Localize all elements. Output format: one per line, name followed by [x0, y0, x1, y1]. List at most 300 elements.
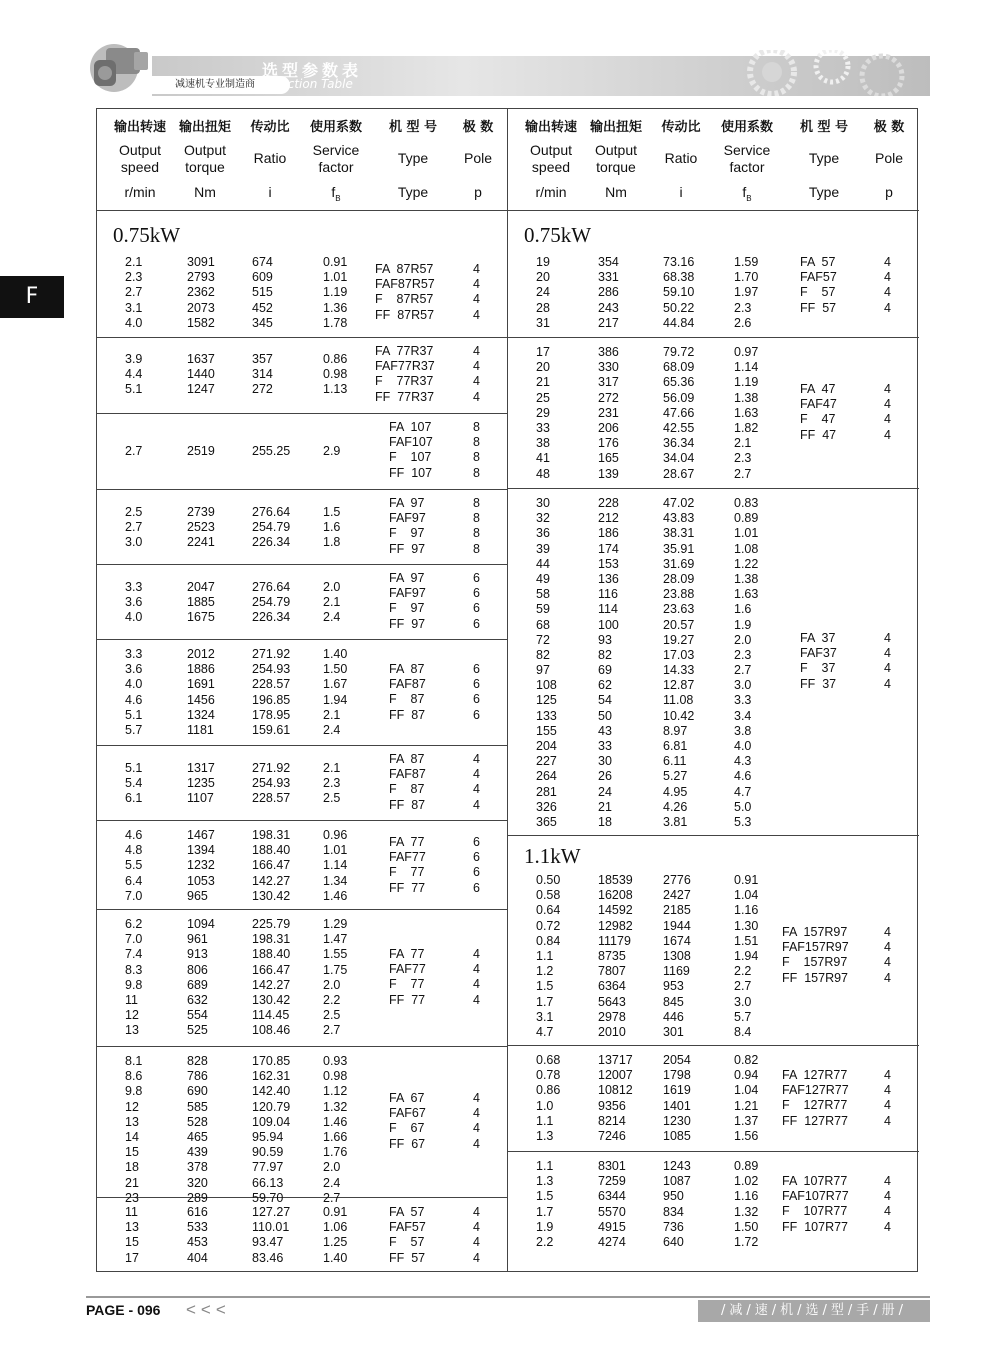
pole-count: 4	[884, 970, 891, 985]
header-symbol-text: f	[331, 184, 336, 200]
ratio: 1230	[663, 1113, 691, 1128]
type-model: FF 57	[389, 1250, 426, 1265]
output-torque: 320	[187, 1175, 208, 1190]
type-row	[97, 962, 508, 977]
ratio: 254.79	[252, 595, 291, 610]
table-row	[508, 1025, 919, 1040]
service-factor: 1.02	[734, 1174, 759, 1189]
output-speed: 5.4	[125, 776, 143, 791]
pole-count: 4	[473, 1235, 480, 1250]
header-symbol	[331, 184, 340, 203]
type-row	[508, 677, 919, 692]
output-speed: 4.8	[125, 843, 143, 858]
type-model: FAF47	[800, 397, 837, 412]
pole-count: 4	[473, 307, 480, 322]
output-speed: 17	[536, 345, 550, 359]
type-model: FA 77	[389, 947, 425, 961]
table-row	[508, 602, 919, 617]
service-factor: 1.76	[323, 1145, 348, 1160]
ratio: 1308	[663, 948, 691, 963]
output-torque: 33	[598, 739, 612, 753]
pole-count: 6	[473, 835, 480, 849]
pole-count: 8	[473, 465, 480, 480]
table-row	[508, 709, 919, 724]
output-speed: 31	[536, 315, 550, 330]
service-factor: 1.6	[734, 602, 752, 617]
model-block	[97, 821, 508, 910]
output-speed: 21	[536, 375, 550, 390]
ratio: 188.40	[252, 947, 291, 962]
type-model: FAF87	[389, 767, 426, 782]
ratio: 36.34	[663, 436, 695, 451]
output-torque: 139	[598, 466, 619, 481]
ratio: 73.16	[663, 255, 695, 269]
header-en-line2: torque	[596, 159, 636, 175]
output-torque: 50	[598, 708, 612, 723]
service-factor: 1.50	[734, 1219, 759, 1234]
ratio: 198.31	[252, 828, 291, 842]
output-torque: 7259	[598, 1174, 626, 1189]
pole-count: 6	[473, 850, 480, 865]
ratio: 68.09	[663, 360, 695, 375]
output-torque: 13717	[598, 1053, 633, 1067]
back-arrows[interactable]: <<<	[186, 1300, 231, 1319]
ratio: 276.64	[252, 580, 291, 594]
ratio: 130.42	[252, 888, 291, 903]
header-symbol	[742, 184, 751, 203]
table-row	[508, 360, 919, 375]
output-torque: 12982	[598, 918, 633, 933]
output-speed: 12	[125, 1008, 139, 1023]
output-torque: 16208	[598, 888, 633, 903]
type-list	[508, 382, 919, 443]
ratio: 228.57	[252, 791, 291, 806]
output-speed: 30	[536, 496, 550, 510]
output-speed: 1.1	[536, 948, 554, 963]
output-torque: 961	[187, 932, 208, 947]
column-header-pole	[438, 109, 518, 209]
table-body-right	[508, 211, 919, 1252]
model-block	[508, 836, 919, 1046]
pole-count: 6	[473, 677, 480, 692]
service-factor: 1.06	[323, 1220, 348, 1235]
output-torque: 533	[187, 1220, 208, 1235]
ratio: 271.92	[252, 761, 291, 775]
output-speed: 108	[536, 678, 557, 693]
service-factor: 5.7	[734, 1009, 752, 1024]
service-factor: 1.19	[734, 375, 759, 390]
output-speed: 4.4	[125, 367, 143, 382]
header-en-line1: Output	[118, 142, 162, 158]
type-model: F 77	[389, 865, 425, 880]
type-model: FAF97	[389, 586, 426, 601]
section-tab-f[interactable]: F	[0, 276, 64, 318]
service-factor: 3.0	[734, 994, 752, 1009]
header-cn: 机 型 号	[799, 120, 849, 135]
service-factor: 0.91	[323, 1205, 348, 1219]
pole-count: 4	[884, 1113, 891, 1128]
type-row	[97, 374, 508, 389]
type-row	[508, 1098, 919, 1113]
service-factor: 1.04	[734, 888, 759, 903]
output-speed: 3.0	[125, 535, 143, 550]
service-factor: 2.4	[323, 610, 341, 625]
pole-count: 4	[473, 797, 480, 812]
service-factor: 1.14	[323, 858, 348, 873]
output-speed: 1.3	[536, 1174, 554, 1189]
service-factor: 1.25	[323, 1235, 348, 1250]
pole-count: 4	[884, 397, 891, 412]
service-factor: 2.0	[734, 632, 752, 647]
output-torque: 786	[187, 1069, 208, 1084]
output-speed: 8.1	[125, 1054, 143, 1068]
pole-count: 4	[884, 1083, 891, 1098]
type-row	[97, 1251, 508, 1266]
pole-count: 6	[473, 601, 480, 616]
output-speed: 7.0	[125, 888, 143, 903]
type-model: FAF77	[389, 962, 426, 977]
pole-count: 4	[473, 962, 480, 977]
service-factor: 1.01	[323, 843, 348, 858]
output-torque: 8214	[598, 1113, 626, 1128]
service-factor: 1.40	[323, 1250, 348, 1265]
model-block	[508, 1152, 919, 1252]
ratio: 1798	[663, 1068, 691, 1083]
ratio: 609	[252, 270, 273, 285]
service-factor: 1.29	[323, 917, 348, 931]
output-torque: 21	[598, 799, 612, 814]
type-row	[508, 1114, 919, 1129]
output-speed: 21	[125, 1175, 139, 1190]
type-row	[97, 692, 508, 707]
service-factor: 2.2	[323, 992, 341, 1007]
header-cn: 使用系数	[309, 120, 363, 135]
header-symbol-text: f	[742, 184, 747, 200]
header-symbol-text: Nm	[605, 184, 627, 200]
footer-rule	[86, 1296, 930, 1298]
output-torque: 528	[187, 1114, 208, 1129]
pole-count: 4	[884, 1189, 891, 1204]
output-speed: 15	[125, 1235, 139, 1250]
header-en	[595, 142, 637, 176]
type-list	[508, 925, 919, 986]
ratio: 50.22	[663, 300, 695, 315]
service-factor: 2.7	[734, 979, 752, 994]
output-speed: 1.2	[536, 964, 554, 979]
table-row	[508, 1053, 919, 1068]
service-factor: 1.94	[323, 692, 348, 707]
service-factor: 1.38	[734, 571, 759, 586]
type-row	[508, 1220, 919, 1235]
power-heading: 1.1kW	[524, 844, 581, 868]
type-model: F 67	[389, 1121, 425, 1136]
output-torque: 6344	[598, 1189, 626, 1204]
pole-count: 4	[884, 412, 891, 427]
type-list	[508, 255, 919, 316]
pole-count: 4	[884, 955, 891, 970]
type-list	[97, 344, 508, 405]
table-row	[508, 724, 919, 739]
type-model: F 87R57	[375, 292, 434, 307]
model-block	[97, 640, 508, 746]
type-model: FA 37	[800, 631, 836, 645]
type-model: FAF37	[800, 646, 837, 661]
pole-count: 8	[473, 526, 480, 541]
output-torque: 12007	[598, 1068, 633, 1083]
ratio: 28.67	[663, 466, 695, 481]
ratio: 68.38	[663, 270, 695, 285]
type-model: FA 77R37	[375, 344, 434, 358]
pole-count: 4	[884, 382, 891, 396]
type-row	[97, 496, 508, 511]
output-speed: 59	[536, 602, 550, 617]
ratio: 130.42	[252, 992, 291, 1007]
output-torque: 331	[598, 270, 619, 285]
pole-count: 4	[884, 1068, 891, 1082]
type-row	[508, 397, 919, 412]
column-header-pole	[849, 109, 929, 209]
type-row	[508, 955, 919, 970]
table-row	[508, 800, 919, 815]
pole-count: 8	[473, 420, 480, 434]
pole-count: 4	[473, 947, 480, 961]
output-speed: 44	[536, 556, 550, 571]
table-row	[508, 572, 919, 587]
type-row	[508, 382, 919, 397]
type-model: FA 97	[389, 571, 425, 585]
output-speed: 0.78	[536, 1068, 561, 1083]
output-torque: 231	[598, 405, 619, 420]
ratio: 23.88	[663, 587, 695, 602]
type-row	[508, 301, 919, 316]
service-factor: 2.4	[323, 1175, 341, 1190]
header-symbol	[885, 184, 893, 200]
output-torque: 386	[598, 345, 619, 359]
service-factor: 2.1	[734, 436, 752, 451]
ratio: 170.85	[252, 1054, 291, 1068]
pole-count: 4	[473, 1106, 480, 1121]
service-factor: 2.5	[323, 791, 341, 806]
type-model: FA 87	[389, 662, 425, 676]
pole-count: 8	[473, 511, 480, 526]
output-speed: 5.5	[125, 858, 143, 873]
type-row	[97, 450, 508, 465]
pole-count: 4	[473, 344, 480, 358]
header-symbol-text: Type	[808, 184, 840, 200]
type-row	[97, 526, 508, 541]
output-speed: 24	[536, 285, 550, 300]
table-row	[508, 316, 919, 331]
output-speed: 23	[125, 1190, 139, 1205]
output-torque: 289	[187, 1190, 208, 1205]
output-speed: 2.2	[536, 1234, 554, 1249]
ratio: 28.09	[663, 571, 695, 586]
pole-count: 6	[473, 586, 480, 601]
pole-count: 4	[473, 359, 480, 374]
output-speed: 7.4	[125, 947, 143, 962]
type-row	[97, 1235, 508, 1250]
ratio: 42.55	[663, 420, 695, 435]
table-row	[508, 467, 919, 482]
header-symbol-text: Type	[397, 184, 429, 200]
model-block	[97, 910, 508, 1047]
output-torque: 2793	[187, 270, 215, 285]
service-factor: 0.91	[323, 255, 348, 269]
ratio: 95.94	[252, 1129, 284, 1144]
output-torque: 1181	[187, 722, 214, 737]
type-model: F 97	[389, 526, 425, 541]
output-torque: 1691	[187, 677, 215, 692]
ratio: 226.34	[252, 535, 291, 550]
table-row	[508, 496, 919, 511]
type-model: FF 37	[800, 676, 837, 691]
output-speed: 6.1	[125, 791, 143, 806]
type-row	[97, 677, 508, 692]
output-speed: 82	[536, 647, 550, 662]
service-factor: 5.3	[734, 814, 752, 829]
service-factor: 2.9	[323, 444, 341, 458]
type-row	[97, 571, 508, 586]
output-torque: 69	[598, 663, 612, 678]
service-factor: 1.63	[734, 587, 759, 602]
output-speed: 11	[125, 1205, 138, 1219]
service-factor: 2.5	[323, 1008, 341, 1023]
output-speed: 48	[536, 466, 550, 481]
pole-count: 4	[884, 1098, 891, 1113]
header-en	[809, 150, 839, 167]
ratio: 4.26	[663, 799, 688, 814]
output-speed: 4.6	[125, 692, 143, 707]
column-header-service	[707, 109, 787, 209]
output-torque: 1582	[187, 315, 215, 330]
ratio: 2054	[663, 1053, 691, 1067]
service-factor: 0.82	[734, 1053, 759, 1067]
service-factor: 1.94	[734, 948, 759, 963]
output-speed: 0.68	[536, 1053, 561, 1067]
service-factor: 2.7	[734, 663, 752, 678]
output-speed: 5.1	[125, 707, 143, 722]
header-symbol-sub: B	[746, 193, 752, 203]
service-factor: 1.38	[734, 390, 759, 405]
type-row	[508, 925, 919, 940]
pole-count: 6	[473, 692, 480, 707]
ratio: 6.11	[663, 754, 687, 769]
brand-tab: 减速机专业制造商	[140, 76, 290, 94]
output-speed: 5.1	[125, 761, 143, 775]
type-model: F 77	[389, 977, 425, 992]
table-left	[97, 109, 508, 1273]
table-row	[508, 739, 919, 754]
service-factor: 1.30	[734, 918, 759, 933]
output-speed: 5.1	[125, 382, 143, 397]
ratio: 446	[663, 1009, 684, 1024]
type-row	[97, 835, 508, 850]
service-factor: 1.47	[323, 932, 348, 947]
header-symbol	[605, 184, 627, 200]
output-speed: 5.7	[125, 722, 143, 737]
service-factor: 2.0	[323, 580, 341, 594]
model-block	[508, 489, 919, 836]
model-block	[97, 1047, 508, 1205]
output-torque: 1235	[187, 776, 215, 791]
type-model: FAF57	[389, 1220, 426, 1235]
ratio: 166.47	[252, 858, 291, 873]
table-row	[508, 873, 919, 888]
output-torque: 2012	[187, 647, 215, 661]
ratio: 1085	[663, 1128, 691, 1143]
output-speed: 6.4	[125, 873, 143, 888]
service-factor: 3.4	[734, 708, 752, 723]
output-speed: 0.86	[536, 1083, 561, 1098]
type-list	[508, 631, 919, 692]
type-row	[97, 586, 508, 601]
ratio: 23.63	[663, 602, 695, 617]
ratio: 79.72	[663, 345, 695, 359]
type-model: FAF157R97	[782, 940, 849, 955]
output-speed: 365	[536, 814, 557, 829]
model-block	[508, 338, 919, 489]
output-speed: 2.5	[125, 505, 143, 519]
type-model: FAF67	[389, 1106, 426, 1121]
ratio: 108.46	[252, 1023, 291, 1038]
table-row	[97, 1176, 508, 1191]
model-block	[97, 338, 508, 414]
pole-count: 4	[884, 1204, 891, 1219]
output-torque: 2978	[598, 1009, 626, 1024]
service-factor: 2.4	[323, 722, 341, 737]
pole-count: 4	[473, 277, 480, 292]
type-row	[97, 277, 508, 292]
type-model: F 87	[389, 782, 425, 797]
service-factor: 1.63	[734, 405, 759, 420]
service-factor: 1.51	[734, 933, 759, 948]
pole-count: 4	[884, 631, 891, 645]
service-factor: 1.50	[323, 662, 348, 677]
output-torque: 1440	[187, 367, 215, 382]
header-symbol	[194, 184, 216, 200]
output-speed: 0.50	[536, 873, 561, 887]
book-title: /减/速/机/选/型/手/册/	[698, 1300, 930, 1322]
type-model: F 37	[800, 661, 836, 676]
output-torque: 114	[598, 602, 618, 617]
output-speed: 4.0	[125, 315, 143, 330]
header-en	[119, 142, 161, 176]
output-torque: 243	[598, 300, 619, 315]
header-cn: 极 数	[873, 120, 905, 135]
model-block	[97, 490, 508, 565]
service-factor: 1.36	[323, 300, 348, 315]
header-en-line2: torque	[185, 159, 225, 175]
output-torque: 2010	[598, 1024, 626, 1039]
output-speed: 7.0	[125, 932, 143, 947]
power-heading: 0.75kW	[113, 223, 181, 247]
ratio: 301	[663, 1024, 684, 1039]
ratio: 674	[252, 255, 273, 269]
type-row	[97, 435, 508, 450]
output-torque: 5570	[598, 1204, 626, 1219]
pole-count: 4	[473, 1205, 480, 1219]
type-list	[97, 571, 508, 632]
type-row	[508, 1204, 919, 1219]
type-model: FA 77	[389, 835, 425, 849]
header-cn: 机 型 号	[388, 120, 438, 135]
ratio: 83.46	[252, 1250, 284, 1265]
header-en-line1: Output	[183, 142, 227, 158]
output-speed: 2.7	[125, 285, 143, 300]
table-row	[97, 932, 508, 947]
ratio: 142.40	[252, 1084, 291, 1099]
pole-count: 6	[473, 707, 480, 722]
